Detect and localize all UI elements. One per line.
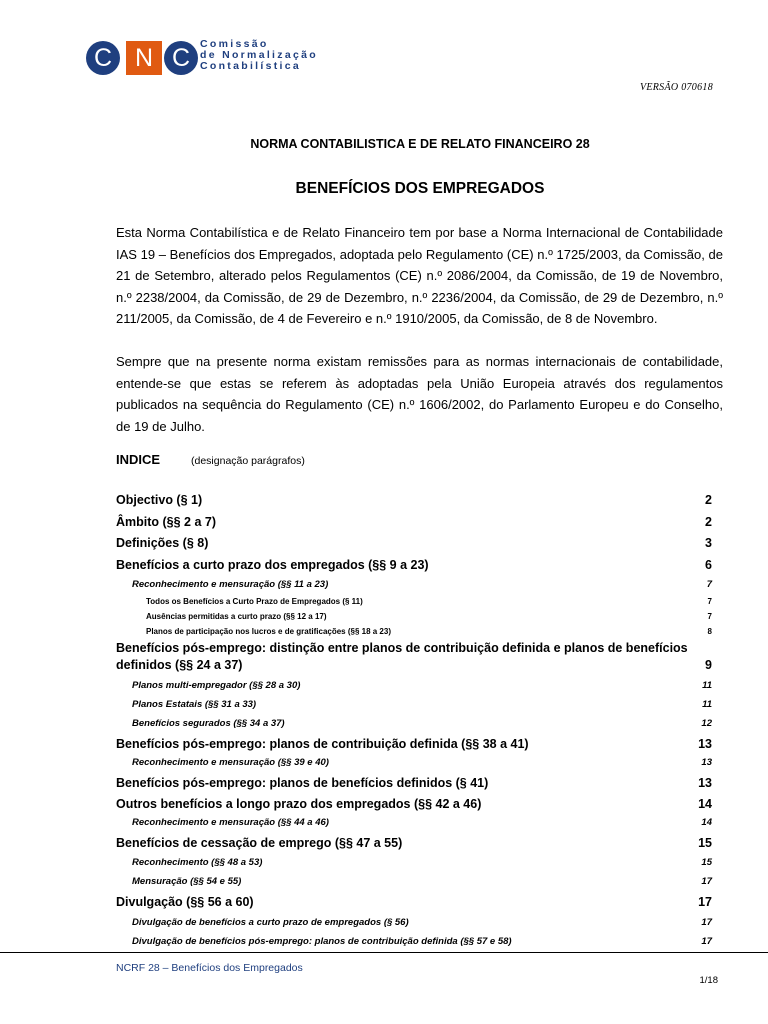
toc-entry-page: 6 xyxy=(705,557,712,572)
toc-entry-page: 17 xyxy=(701,916,712,928)
logo-text-line-1: Comissão xyxy=(200,38,269,50)
toc-entry-text: Planos de participação nos lucros e de gratificações (§§ 18 a 23) xyxy=(146,627,391,636)
document-title: NORMA CONTABILISTICA E DE RELATO FINANCEIRO 28 xyxy=(250,137,590,151)
toc-entry-text: Ausências permitidas a curto prazo (§§ 12 a 17) xyxy=(146,612,327,621)
toc-entry-page: 13 xyxy=(701,756,712,768)
toc-entry-text: Mensuração (§§ 54 e 55) xyxy=(132,876,242,887)
toc-entry-page: 17 xyxy=(701,935,712,947)
toc-entry-page: 15 xyxy=(701,857,712,868)
logo-text xyxy=(200,39,318,72)
index-heading: INDICE xyxy=(116,452,161,467)
toc-entry-page: 2 xyxy=(705,514,712,529)
index-subheading: (designação parágrafos) xyxy=(191,455,305,467)
toc-entry[interactable] xyxy=(116,625,716,640)
toc-entry[interactable] xyxy=(116,794,716,816)
toc-entry-page: 17 xyxy=(701,876,712,887)
toc-entry-text: Benefícios pós-emprego: distinção entre planos de contribuição definida e planos de benefícios definidos (§§ 24 a 37) xyxy=(116,641,688,672)
logo-letter-c2: C xyxy=(164,41,198,75)
toc-entry[interactable] xyxy=(116,734,716,756)
toc-entry[interactable] xyxy=(116,833,716,855)
toc-entry-text: Objectivo (§ 1) xyxy=(116,493,203,507)
toc-entry-page: 7 xyxy=(706,579,712,590)
toc-entry-page: 12 xyxy=(701,718,712,729)
toc-entry[interactable] xyxy=(116,555,716,577)
toc-entry[interactable] xyxy=(116,892,716,914)
toc-entry[interactable] xyxy=(116,756,716,773)
page-number: 1/18 xyxy=(699,975,718,986)
cnc-logo xyxy=(86,38,406,77)
toc-entry-text: Benefícios a curto prazo dos empregados (§§ 9 a 23) xyxy=(116,557,429,572)
toc-entry-page: 7 xyxy=(707,597,712,606)
toc-entry-text: Benefícios segurados (§§ 34 a 37) xyxy=(132,718,285,729)
toc-entry[interactable] xyxy=(116,640,716,677)
toc-entry-page: 2 xyxy=(705,493,712,507)
toc-entry-text: Reconhecimento e mensuração (§§ 39 e 40) xyxy=(132,756,329,768)
toc-entry-text: Definições (§ 8) xyxy=(116,536,209,550)
intro-paragraph-2: Sempre que na presente norma existam remissões para as normas internacionais de contabilidade, entende-se que estas se referem às adoptadas pela União Europeia através dos regulamentos publicados na sequência do Regulamento (CE) n.º 1606/2002, do Parlamento Europeu e do Conselho, de 19 de Julho. xyxy=(116,354,723,434)
toc-entry-page: 8 xyxy=(707,627,712,636)
toc-entry-text: Divulgação de benefícios a curto prazo de empregados (§ 56) xyxy=(132,916,409,928)
toc-entry[interactable] xyxy=(116,816,716,833)
toc-entry-page: 11 xyxy=(702,680,712,691)
toc-entry-text: Planos multi-empregador (§§ 28 a 30) xyxy=(132,680,301,691)
toc-entry-text: Benefícios pós-emprego: planos de contribuição definida (§§ 38 a 41) xyxy=(116,737,529,751)
footer-divider xyxy=(0,952,768,953)
toc-entry-page: 13 xyxy=(698,737,712,751)
toc-entry-text: Outros benefícios a longo prazo dos empregados (§§ 42 a 46) xyxy=(116,797,482,811)
toc-entry-page: 14 xyxy=(701,816,712,828)
toc-entry[interactable] xyxy=(116,595,716,610)
toc-entry-page: 15 xyxy=(698,835,712,850)
toc-entry-text: Reconhecimento e mensuração (§§ 44 a 46) xyxy=(132,816,329,828)
logo-letter-c1: C xyxy=(86,41,120,75)
document-subtitle: BENEFÍCIOS DOS EMPREGADOS xyxy=(295,180,545,197)
toc-entry-text: Divulgação (§§ 56 a 60) xyxy=(116,895,254,909)
toc-entry[interactable] xyxy=(116,696,716,715)
toc-entry[interactable] xyxy=(116,533,716,555)
toc-entry-text: Âmbito (§§ 2 a 7) xyxy=(116,514,217,529)
toc-entry[interactable] xyxy=(116,677,716,696)
toc-entry-page: 13 xyxy=(698,775,712,790)
toc-entry-text: Todos os Benefícios a Curto Prazo de Empregados (§ 11) xyxy=(146,597,363,606)
toc-entry-page: 7 xyxy=(707,612,712,621)
logo-letter-n: N xyxy=(126,41,162,75)
version-label: VERSÃO 070618 xyxy=(639,82,713,93)
toc-entry-page: 11 xyxy=(702,699,712,710)
footer-title: NCRF 28 – Benefícios dos Empregados xyxy=(116,962,303,974)
toc-entry-page: 14 xyxy=(698,797,712,811)
toc-entry[interactable] xyxy=(116,933,716,952)
toc-entry-page: 17 xyxy=(698,895,712,909)
toc-entry[interactable] xyxy=(116,512,716,534)
toc-entry[interactable] xyxy=(116,490,716,512)
toc-entry-text: Planos Estatais (§§ 31 a 33) xyxy=(132,699,257,710)
toc-entry-page: 9 xyxy=(705,657,712,672)
toc-entry[interactable] xyxy=(116,854,716,873)
logo-text-line-3: Contabilística xyxy=(200,60,302,72)
toc-entry-text: Reconhecimento (§§ 48 a 53) xyxy=(132,857,263,868)
toc-entry[interactable] xyxy=(116,914,716,933)
toc-entry-text: Benefícios pós-emprego: planos de benefícios definidos (§ 41) xyxy=(116,775,489,790)
logo-text-line-2: de Normalização xyxy=(200,49,318,61)
toc-entry[interactable] xyxy=(116,610,716,625)
toc-entry-text: Reconhecimento e mensuração (§§ 11 a 23) xyxy=(132,579,329,590)
toc-entry-text: Divulgação de benefícios pós-emprego: planos de contribuição definida (§§ 57 e 58) xyxy=(132,935,512,947)
toc-entry[interactable] xyxy=(116,715,716,734)
toc-entry[interactable] xyxy=(116,773,716,795)
toc-entry-page: 3 xyxy=(705,536,712,550)
table-of-contents xyxy=(116,490,716,952)
toc-entry[interactable] xyxy=(116,576,716,595)
toc-entry-text: Benefícios de cessação de emprego (§§ 47 a 55) xyxy=(116,835,403,850)
toc-entry[interactable] xyxy=(116,873,716,892)
intro-paragraph-1: Esta Norma Contabilística e de Relato Financeiro tem por base a Norma Internacional de Contabilidade IAS 19 – Benefícios dos Empregados, adoptada pelo Regulamento (CE) n.º 1725/2003, da Comissão, de 21 de Setembro, alterado pelos Regulamentos (CE) n.º 2086/2004, da Comissão, de 19 de Novembro, n.º 2238/2004, da Comissão, de 29 de Dezembro, n.º 2236/2004, da Comissão, de 29 de Dezembro, n.º 211/2005, da Comissão, de 4 de Fevereiro e n.º 1910/2005, da Comissão, de 8 de Novembro. xyxy=(116,225,723,326)
